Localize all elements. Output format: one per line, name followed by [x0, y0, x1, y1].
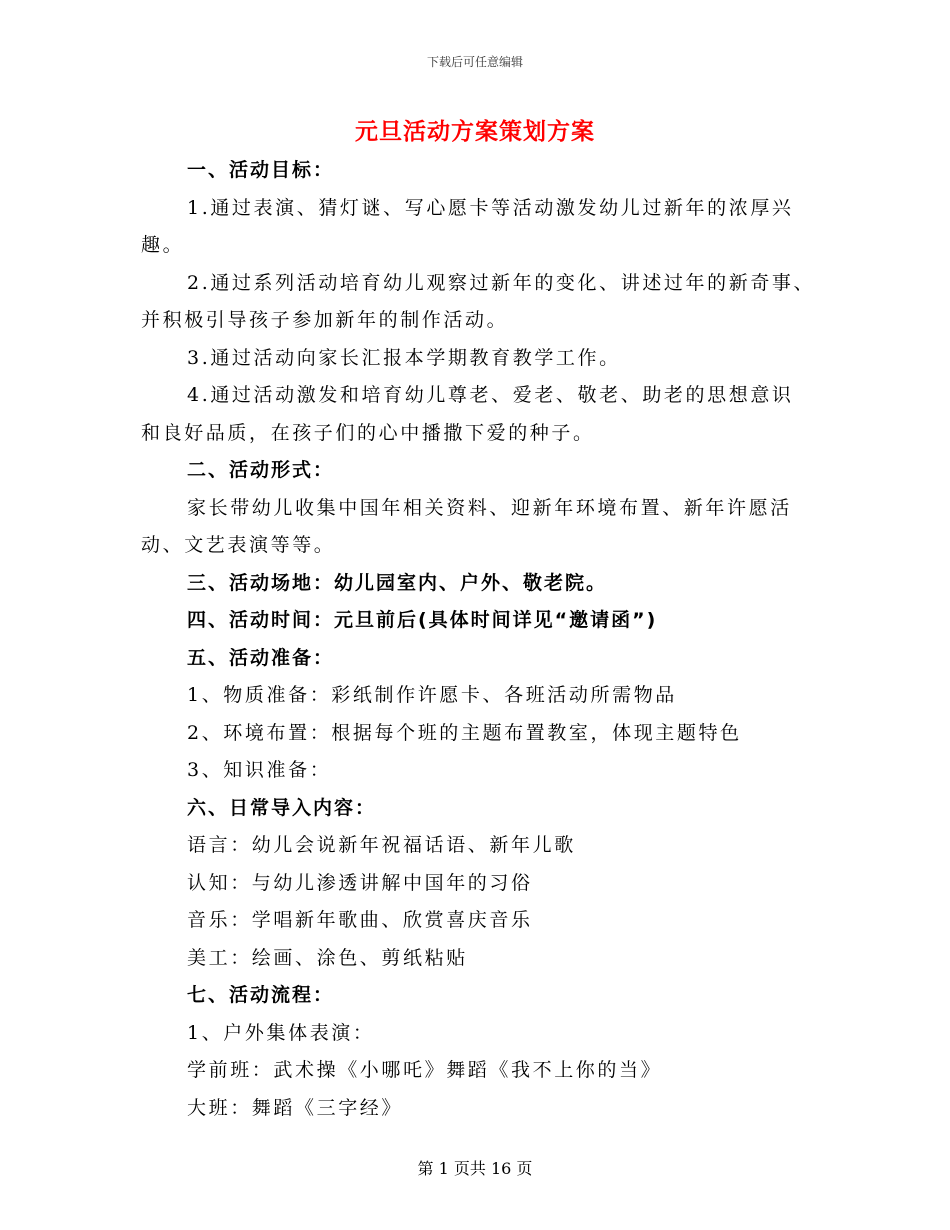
- paragraph-line: 动、文艺表演等等。: [141, 534, 336, 556]
- section-heading-preparation: 五、活动准备：: [187, 646, 335, 669]
- paragraph-line: 大班：舞蹈《三字经》: [187, 1096, 404, 1119]
- paragraph-line: 1.通过表演、猜灯谜、写心愿卡等活动激发幼儿过新年的浓厚兴: [187, 196, 794, 219]
- paragraph-line: 趣。: [141, 234, 185, 256]
- paragraph-line: 学前班：武术操《小哪吒》舞蹈《我不上你的当》: [187, 1059, 663, 1081]
- page-footer-number: 第 1 页共 16 页: [417, 1159, 533, 1178]
- paragraph-line: 1、户外集体表演：: [187, 1021, 375, 1044]
- document-body: [141, 152, 821, 1127]
- section-heading-daily-content: 六、日常导入内容：: [187, 796, 377, 819]
- paragraph-line: 1、物质准备：彩纸制作许愿卡、各班活动所需物品: [187, 684, 677, 706]
- page-header-note: 下载后可任意编辑: [426, 55, 523, 69]
- paragraph-line: 2、环境布置：根据每个班的主题布置教室，体现主题特色: [187, 721, 742, 744]
- paragraph-line: 4.通过活动激发和培育幼儿尊老、爱老、敬老、助老的思想意识: [187, 384, 794, 406]
- section-heading-venue: 三、活动场地：幼儿园室内、户外、敬老院。: [187, 571, 608, 594]
- paragraph-line: 3.通过活动向家长汇报本学期教育教学工作。: [187, 346, 621, 369]
- section-heading-process: 七、活动流程：: [187, 984, 335, 1006]
- paragraph-line: 2.通过系列活动培育幼儿观察过新年的变化、讲述过年的新奇事、: [187, 271, 816, 294]
- paragraph-line: 和良好品质，在孩子们的心中播撒下爱的种子。: [141, 421, 595, 444]
- section-heading-form: 二、活动形式：: [187, 459, 335, 481]
- section-heading-time: 四、活动时间：元旦前后(具体时间详见“邀请函”): [187, 609, 658, 631]
- paragraph-line: 语言：幼儿会说新年祝福话语、新年儿歌: [187, 834, 576, 856]
- section-heading-goals: 一、活动目标：: [187, 159, 335, 181]
- paragraph-line: 美工：绘画、涂色、剪纸粘贴: [187, 946, 468, 969]
- document-title: 元旦活动方案策划方案: [355, 119, 595, 145]
- paragraph-line: 认知：与幼儿渗透讲解中国年的习俗: [187, 871, 533, 894]
- paragraph-line: 并积极引导孩子参加新年的制作活动。: [141, 309, 509, 331]
- paragraph-line: 音乐：学唱新年歌曲、欣赏喜庆音乐: [187, 909, 533, 931]
- paragraph-line: 3、知识准备：: [187, 759, 332, 781]
- paragraph-line: 家长带幼儿收集中国年相关资料、迎新年环境布置、新年许愿活: [187, 496, 792, 519]
